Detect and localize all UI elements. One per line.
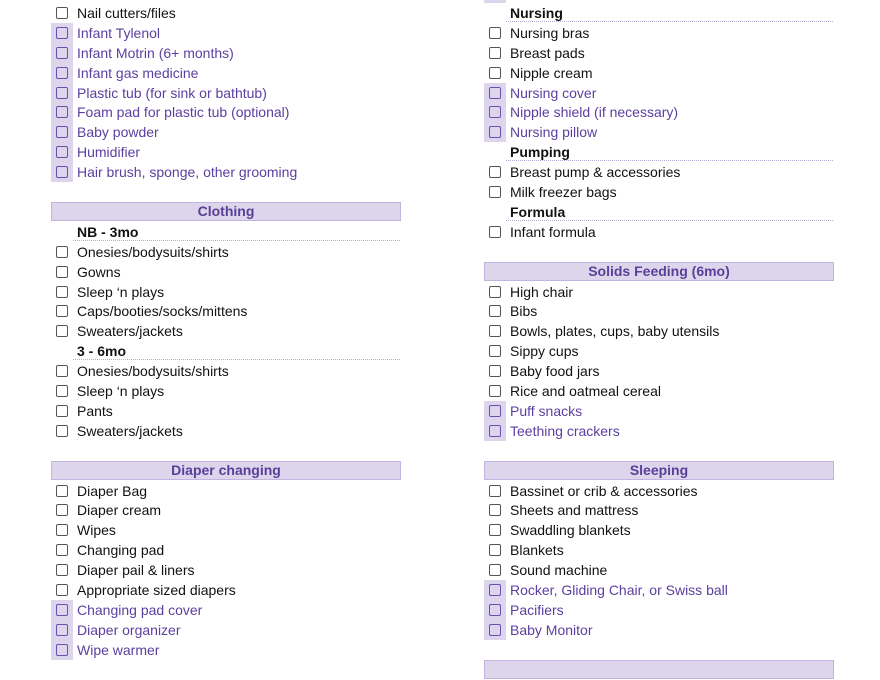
checklist-item[interactable]: [484, 43, 834, 63]
checklist-item-label: Milk freezer bags: [510, 183, 617, 200]
subheading: [51, 341, 401, 361]
checklist-item-label: Bibs: [510, 303, 538, 320]
checkbox-icon[interactable]: [489, 87, 501, 99]
checkbox-icon[interactable]: [56, 385, 68, 397]
checklist-item[interactable]: [51, 401, 401, 421]
checklist-item-label: Nail cutters/files: [77, 4, 176, 21]
checkbox-icon[interactable]: [489, 166, 501, 178]
checklist-item[interactable]: [51, 301, 401, 321]
checkbox-icon[interactable]: [56, 485, 68, 497]
checkbox-icon[interactable]: [489, 584, 501, 596]
checkbox-icon[interactable]: [56, 584, 68, 596]
checkbox-icon[interactable]: [489, 345, 501, 357]
clothing-list: [51, 222, 401, 441]
checklist-item-label: Breast pads: [510, 44, 585, 61]
checklist-item[interactable]: [484, 620, 834, 640]
checklist-item-label: Appropriate sized diapers: [77, 581, 236, 598]
checkbox-icon[interactable]: [489, 286, 501, 298]
checklist-item-label: Teething crackers: [510, 422, 620, 439]
subheading-label: NB - 3mo: [77, 223, 139, 240]
checklist-item[interactable]: [484, 321, 834, 341]
checklist-item[interactable]: [484, 301, 834, 321]
checkbox-icon[interactable]: [489, 564, 501, 576]
checklist-item-label: Sheets and mattress: [510, 502, 639, 519]
checkbox-icon[interactable]: [489, 106, 501, 118]
checklist-item-label: Nipple cream: [510, 64, 593, 81]
checkbox-icon[interactable]: [489, 47, 501, 59]
subheading: [484, 3, 834, 23]
checkbox-icon[interactable]: [489, 186, 501, 198]
checkbox-icon[interactable]: [56, 644, 68, 656]
checkbox-icon[interactable]: [489, 226, 501, 238]
checklist-item-label: Puff snacks: [510, 402, 583, 419]
checklist-item[interactable]: [484, 361, 834, 381]
checklist-item[interactable]: [51, 242, 401, 262]
checkbox-icon[interactable]: [56, 325, 68, 337]
subheading: [484, 202, 834, 222]
checklist-item[interactable]: [51, 580, 401, 600]
subheading-label: Pumping: [510, 144, 570, 161]
checkbox-icon[interactable]: [489, 305, 501, 317]
checklist-item-label: Plastic tub (for sink or bathtub): [77, 84, 267, 101]
checklist-item[interactable]: [484, 182, 834, 202]
checklist-item-label: Sleep ‘n plays: [77, 382, 165, 399]
checkbox-icon[interactable]: [489, 325, 501, 337]
checkbox-icon[interactable]: [56, 87, 68, 99]
checklist-item[interactable]: [484, 481, 834, 501]
checkbox-icon[interactable]: [56, 47, 68, 59]
checklist-item[interactable]: [51, 321, 401, 341]
checkbox-icon[interactable]: [56, 266, 68, 278]
checklist-item[interactable]: [484, 341, 834, 361]
checkbox-icon[interactable]: [56, 106, 68, 118]
checklist-item[interactable]: [51, 23, 401, 43]
checklist-item-label: Swaddling blankets: [510, 522, 631, 539]
checklist-item[interactable]: [51, 560, 401, 580]
checkbox-icon[interactable]: [56, 624, 68, 636]
checkbox-icon[interactable]: [56, 67, 68, 79]
checklist-item-label: Sweaters/jackets: [77, 422, 183, 439]
checklist-item[interactable]: [51, 640, 401, 660]
checklist-item[interactable]: [51, 162, 401, 182]
checklist-item[interactable]: [51, 142, 401, 162]
checklist-item-label: Wipe warmer: [77, 641, 160, 658]
checkbox-icon[interactable]: [56, 27, 68, 39]
checklist-item[interactable]: [484, 162, 834, 182]
checklist-item-label: Blankets: [510, 542, 564, 559]
checkbox-icon[interactable]: [56, 126, 68, 138]
checklist-item[interactable]: [51, 600, 401, 620]
checklist-item[interactable]: [51, 620, 401, 640]
section-header-solids-feeding: Solids Feeding (6mo): [484, 262, 834, 281]
checklist-item-label: Foam pad for plastic tub (optional): [77, 104, 290, 121]
checklist-item[interactable]: [484, 63, 834, 83]
checklist-item-label: Infant Tylenol: [77, 24, 161, 41]
checklist-item[interactable]: [51, 262, 401, 282]
checklist-item[interactable]: [51, 102, 401, 122]
feeding-list: [484, 3, 834, 242]
checklist-item-label: Onesies/bodysuits/shirts: [77, 363, 229, 380]
checklist-item-label: Breast pump & accessories: [510, 164, 681, 181]
checklist-item-label: Diaper cream: [77, 502, 162, 519]
checklist-item[interactable]: [484, 102, 834, 122]
checklist-item-label: Sound machine: [510, 562, 608, 579]
checklist-item-label: Wipes: [77, 522, 116, 539]
checkbox-icon[interactable]: [489, 504, 501, 516]
checklist-item[interactable]: [484, 401, 834, 421]
left-column: [51, 3, 401, 660]
checklist-item-label: Changing pad cover: [77, 601, 203, 618]
checklist-item[interactable]: [51, 500, 401, 520]
checklist-item-label: Infant Motrin (6+ months): [77, 44, 234, 61]
checklist-item-label: Diaper Bag: [77, 482, 148, 499]
section-header-next: [484, 660, 834, 679]
checklist-item[interactable]: [484, 421, 834, 441]
checklist-item[interactable]: [484, 540, 834, 560]
diaper-changing-list: [51, 481, 401, 660]
checklist-item-label: High chair: [510, 283, 574, 300]
checkbox-icon[interactable]: [56, 146, 68, 158]
checklist-item-label: Rocker, Gliding Chair, or Swiss ball: [510, 581, 728, 598]
checklist-item[interactable]: [484, 282, 834, 302]
checklist-item-label: Pacifiers: [510, 601, 564, 618]
checklist-item-label: Infant formula: [510, 223, 596, 240]
checklist-item-label: Nipple shield (if necessary): [510, 104, 679, 121]
checkbox-icon[interactable]: [489, 67, 501, 79]
checklist-item-label: Changing pad: [77, 542, 165, 559]
checklist-item-label: Nursing cover: [510, 84, 597, 101]
checkbox-icon[interactable]: [489, 126, 501, 138]
checklist-item-label: Bassinet or crib & accessories: [510, 482, 698, 499]
checklist-item[interactable]: [484, 122, 834, 142]
checklist-item-label: Baby powder: [77, 124, 159, 141]
checklist-item-label: Bowls, plates, cups, baby utensils: [510, 323, 720, 340]
checkbox-icon[interactable]: [56, 305, 68, 317]
checklist-item-label: Onesies/bodysuits/shirts: [77, 243, 229, 260]
checklist-item[interactable]: [484, 23, 834, 43]
subheading-label: Formula: [510, 203, 566, 220]
checkbox-icon[interactable]: [489, 405, 501, 417]
checkbox-icon[interactable]: [56, 604, 68, 616]
checklist-item-label: Hair brush, sponge, other grooming: [77, 164, 298, 181]
checkbox-icon[interactable]: [489, 524, 501, 536]
checklist-item[interactable]: [51, 43, 401, 63]
checklist-item[interactable]: [51, 361, 401, 381]
checkbox-icon[interactable]: [489, 365, 501, 377]
checklist-item-label: Pants: [77, 402, 113, 419]
checklist-item[interactable]: [484, 560, 834, 580]
checkbox-icon[interactable]: [489, 624, 501, 636]
checklist-item-label: Baby food jars: [510, 363, 600, 380]
checklist-item[interactable]: [51, 520, 401, 540]
checklist-item[interactable]: [484, 83, 834, 103]
checklist-item[interactable]: [51, 83, 401, 103]
checklist-item-label: Nursing pillow: [510, 124, 598, 141]
checkbox-icon[interactable]: [56, 7, 68, 19]
checklist-item-label: Diaper pail & liners: [77, 562, 195, 579]
checklist-item-label: Baby Monitor: [510, 621, 593, 638]
checklist-item[interactable]: [51, 421, 401, 441]
grooming-list: [51, 3, 401, 182]
checklist-item[interactable]: [51, 3, 401, 23]
checkbox-icon[interactable]: [56, 365, 68, 377]
checklist-item[interactable]: [484, 600, 834, 620]
checkbox-icon[interactable]: [489, 385, 501, 397]
checklist-item[interactable]: [484, 580, 834, 600]
checklist-item-label: Nursing bras: [510, 24, 590, 41]
checklist-item[interactable]: [51, 282, 401, 302]
checkbox-icon[interactable]: [56, 504, 68, 516]
checkbox-icon[interactable]: [489, 604, 501, 616]
checklist-item-label: Humidifier: [77, 144, 141, 161]
subheading-label: 3 - 6mo: [77, 343, 127, 360]
checklist-item-label: Caps/booties/socks/mittens: [77, 303, 248, 320]
checkbox-icon[interactable]: [56, 405, 68, 417]
sleeping-list: [484, 481, 834, 640]
checkbox-icon[interactable]: [56, 166, 68, 178]
checklist-item-label: Sweaters/jackets: [77, 323, 183, 340]
checkbox-icon[interactable]: [489, 485, 501, 497]
subheading: [484, 142, 834, 162]
section-header-diaper-changing: Diaper changing: [51, 461, 401, 480]
right-column: [484, 3, 834, 680]
checkbox-icon[interactable]: [56, 524, 68, 536]
checklist-item-label: Sippy cups: [510, 343, 579, 360]
solids-feeding-list: [484, 282, 834, 441]
checklist-item[interactable]: [51, 63, 401, 83]
checklist-item[interactable]: [484, 222, 834, 242]
subheading: [51, 222, 401, 242]
checkbox-icon[interactable]: [56, 425, 68, 437]
checkbox-icon[interactable]: [56, 286, 68, 298]
subheading-label: Nursing: [510, 5, 563, 21]
checklist-item[interactable]: [51, 122, 401, 142]
checkbox-icon[interactable]: [56, 564, 68, 576]
checkbox-icon[interactable]: [489, 27, 501, 39]
checklist-item[interactable]: [484, 500, 834, 520]
section-header-clothing: Clothing: [51, 202, 401, 221]
checklist-item-label: Infant gas medicine: [77, 64, 199, 81]
checkbox-icon[interactable]: [489, 425, 501, 437]
checklist-item[interactable]: [51, 381, 401, 401]
checklist-item[interactable]: [51, 481, 401, 501]
checkbox-icon[interactable]: [489, 544, 501, 556]
checklist-item[interactable]: [51, 540, 401, 560]
checklist-item-label: Rice and oatmeal cereal: [510, 382, 661, 399]
section-header-sleeping: Sleeping: [484, 461, 834, 480]
checkbox-icon[interactable]: [56, 544, 68, 556]
checklist-item-label: Sleep ‘n plays: [77, 283, 165, 300]
checklist-item-label: Gowns: [77, 263, 121, 280]
checkbox-icon[interactable]: [56, 246, 68, 258]
checklist-item-label: Diaper organizer: [77, 621, 181, 638]
checklist-item[interactable]: [484, 381, 834, 401]
checklist-item[interactable]: [484, 520, 834, 540]
